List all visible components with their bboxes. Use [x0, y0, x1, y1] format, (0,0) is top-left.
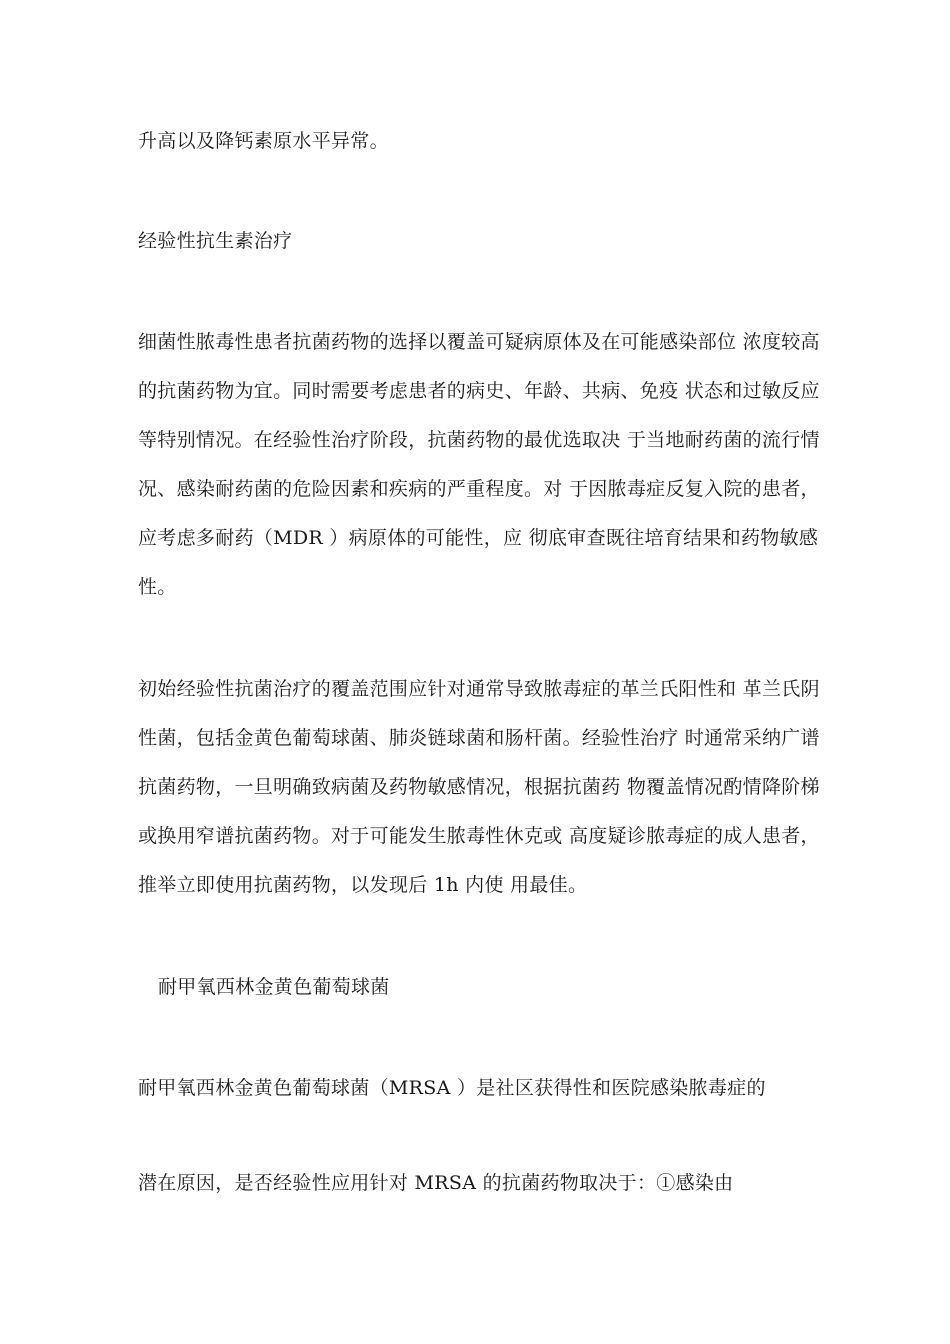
paragraph-line: 性。 [138, 576, 177, 598]
paragraph-line-mrsa-intro: 耐甲氧西林金黄色葡萄球菌（MRSA ）是社区获得性和医院感染脓毒症的 [138, 1077, 766, 1099]
paragraph-line: 的抗菌药物为宜。同时需要考虑患者的病史、年龄、共病、免疫 状态和过敏反应 [138, 380, 820, 402]
paragraph-line: 况、感染耐药菌的危险因素和疾病的严重程度。对 于因脓毒症反复入院的患者， [138, 478, 820, 500]
section-heading-mrsa: 耐甲氧西林金黄色葡萄球菌 [158, 976, 390, 998]
text-line-fragment: 升高以及降钙素原水平异常。 [138, 130, 389, 152]
paragraph-line: 抗菌药物，一旦明确致病菌及药物敏感情况，根据抗菌药 物覆盖情况酌情降阶梯 [138, 776, 820, 798]
paragraph-line: 初始经验性抗菌治疗的覆盖范围应针对通常导致脓毒症的革兰氏阳性和 革兰氏阴 [138, 678, 820, 700]
paragraph-line: 等特别情况。在经验性治疗阶段，抗菌药物的最优选取决 于当地耐药菌的流行情 [138, 429, 820, 451]
paragraph-line: 或换用窄谱抗菌药物。对于可能发生脓毒性休克或 高度疑诊脓毒症的成人患者， [138, 825, 820, 847]
paragraph-line: 应考虑多耐药（MDR ）病原体的可能性，应 彻底审查既往培育结果和药物敏感 [138, 527, 819, 549]
section-heading-empirical-antibiotics: 经验性抗生素治疗 [138, 230, 293, 252]
paragraph-line: 推举立即使用抗菌药物，以发现后 1h 内使 用最佳。 [138, 874, 588, 896]
paragraph-line: 细菌性脓毒性患者抗菌药物的选择以覆盖可疑病原体及在可能感染部位 浓度较高 [138, 331, 820, 353]
paragraph-line: 性菌，包括金黄色葡萄球菌、肺炎链球菌和肠杆菌。经验性治疗 时通常采纳广谱 [138, 727, 820, 749]
paragraph-line-mrsa-cause: 潜在原因，是否经验性应用针对 MRSA 的抗菌药物取决于：①感染由 [138, 1172, 734, 1194]
